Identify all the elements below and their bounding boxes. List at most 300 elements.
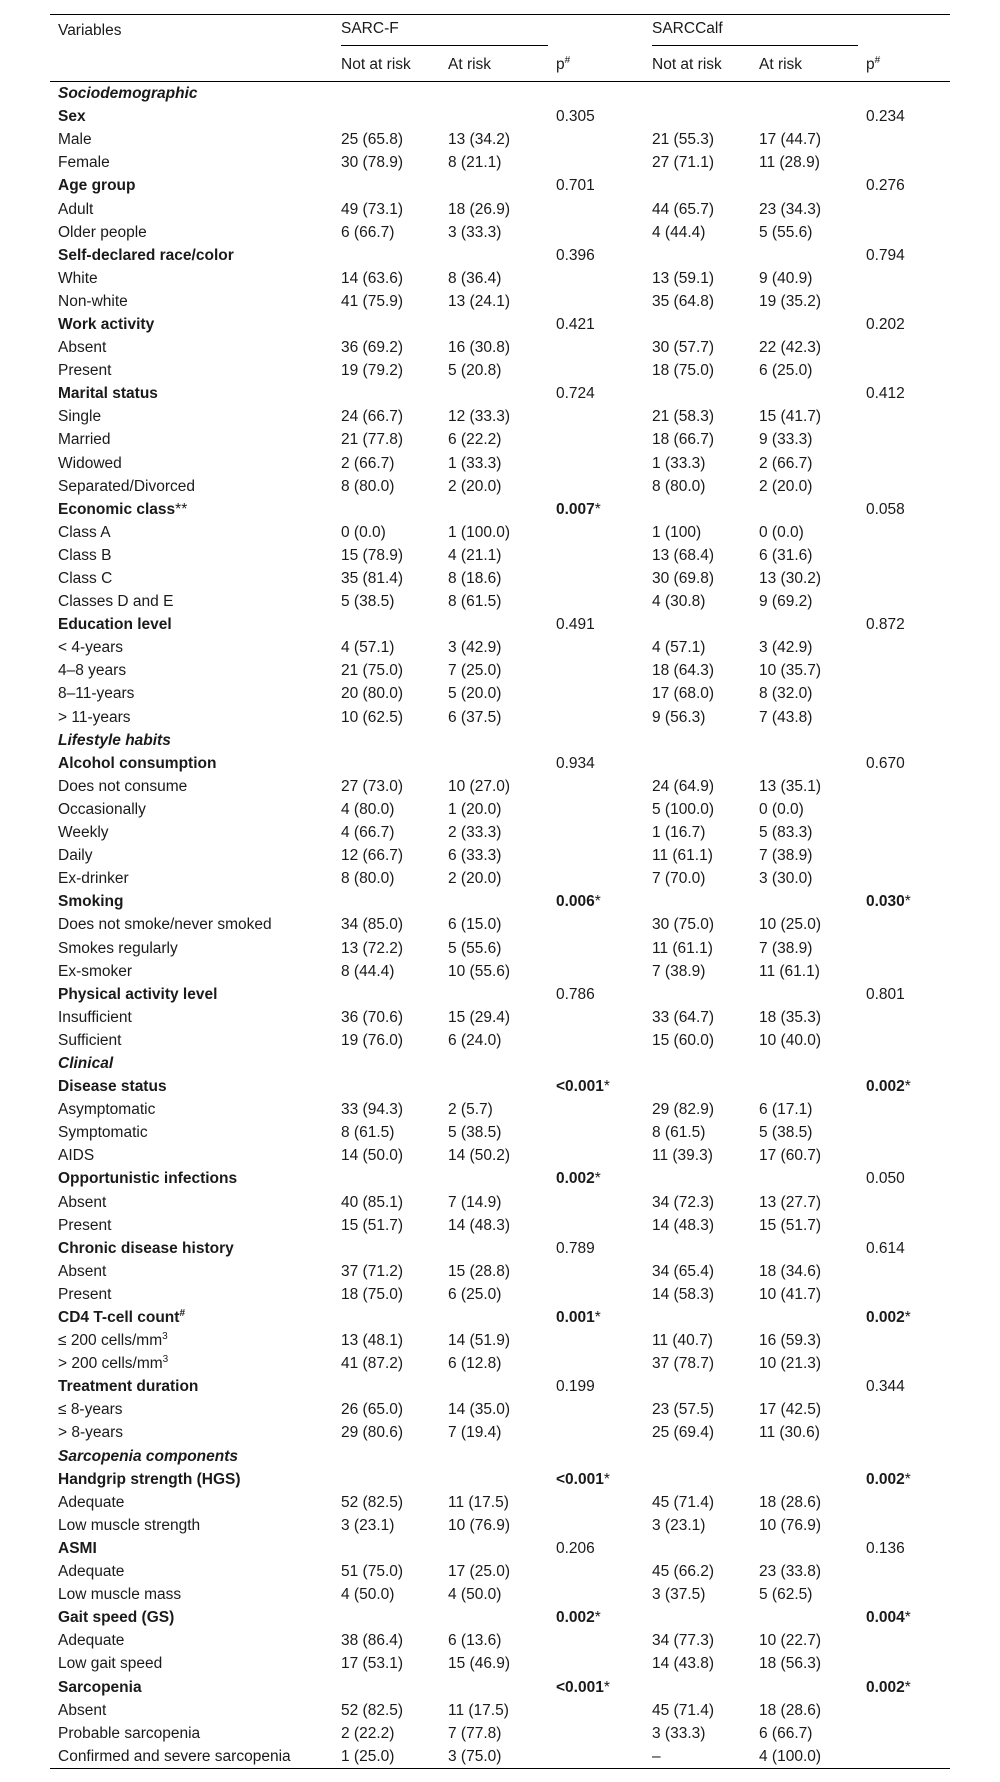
results-table-container <box>50 14 950 1769</box>
sarccalf-not-at-risk-value: 3 (33.3) <box>652 1724 706 1742</box>
empty-cell <box>751 105 858 128</box>
sarcf-at-risk-value: 8 (21.1) <box>448 154 502 172</box>
sarcf-at-risk-value: 7 (14.9) <box>448 1193 502 1211</box>
sarcf-at-risk-value: 4 (21.1) <box>448 546 502 564</box>
category-label: Older people <box>58 223 147 241</box>
sarcf-at-risk-value: 1 (20.0) <box>448 800 502 818</box>
empty-cell <box>440 1237 548 1260</box>
sarcf-p-value: 0.002* <box>556 1609 601 1627</box>
empty-cell <box>440 983 548 1006</box>
sarccalf-not-at-risk-value: 45 (71.4) <box>652 1701 715 1719</box>
empty-cell <box>858 590 950 613</box>
empty-cell <box>440 1075 548 1098</box>
empty-cell <box>333 82 440 106</box>
empty-cell <box>548 1398 644 1421</box>
sarcf-at-risk-value: 5 (20.0) <box>448 685 502 703</box>
section-header-row <box>50 1052 950 1075</box>
sarcf-at-risk-value: 16 (30.8) <box>448 339 511 357</box>
empty-cell <box>644 1468 751 1491</box>
category-label: ≤ 8-years <box>58 1401 123 1419</box>
empty-cell <box>858 521 950 544</box>
empty-cell <box>858 1514 950 1537</box>
sarccalf-not-at-risk-value: 14 (48.3) <box>652 1216 715 1234</box>
category-row <box>50 1491 950 1514</box>
sarcf-not-at-risk-value: 3 (23.1) <box>341 1516 395 1534</box>
empty-cell <box>548 544 644 567</box>
empty-cell <box>333 752 440 775</box>
empty-cell <box>858 567 950 590</box>
sarccalf-p-value: 0.002* <box>866 1470 911 1488</box>
sarcf-at-risk-value: 15 (46.9) <box>448 1655 511 1673</box>
empty-cell <box>858 359 950 382</box>
category-row <box>50 1214 950 1237</box>
sarcf-not-at-risk-value: 6 (66.7) <box>341 223 395 241</box>
sarcf-not-at-risk-value: 4 (66.7) <box>341 824 395 842</box>
empty-cell <box>858 867 950 890</box>
sarcf-not-at-risk-value: 13 (48.1) <box>341 1332 404 1350</box>
empty-cell <box>333 1052 440 1075</box>
variable-label: Age group <box>58 177 136 195</box>
sarccalf-p-value: 0.234 <box>866 108 905 126</box>
empty-cell <box>858 1652 950 1675</box>
empty-cell <box>440 82 548 106</box>
empty-cell <box>858 128 950 151</box>
sarcf-at-risk-value: 3 (42.9) <box>448 639 502 657</box>
empty-cell <box>858 267 950 290</box>
sarccalf-not-at-risk-value: 11 (39.3) <box>652 1147 713 1165</box>
empty-cell <box>440 1675 548 1698</box>
empty-cell <box>548 1283 644 1306</box>
category-label: < 4-years <box>58 639 124 657</box>
sarccalf-not-at-risk-value: 13 (59.1) <box>652 269 715 287</box>
sarcf-p-value: 0.206 <box>556 1539 595 1557</box>
variable-row <box>50 1237 950 1260</box>
sarcf-not-at-risk-value: 29 (80.6) <box>341 1424 404 1442</box>
sarccalf-p-value: 0.030* <box>866 893 911 911</box>
sarcf-at-risk-value: 7 (77.8) <box>448 1724 502 1742</box>
empty-cell <box>333 890 440 913</box>
empty-cell <box>440 313 548 336</box>
empty-cell <box>644 1675 751 1698</box>
category-row <box>50 913 950 936</box>
variable-label: Gait speed (GS) <box>58 1609 175 1627</box>
empty-cell <box>751 1606 858 1629</box>
empty-cell <box>548 1352 644 1375</box>
category-row <box>50 128 950 151</box>
category-row <box>50 659 950 682</box>
sarcf-at-risk-value: 10 (55.6) <box>448 962 511 980</box>
empty-cell <box>858 798 950 821</box>
sarccalf-at-risk-value: 9 (69.2) <box>759 593 813 611</box>
category-label: Does not consume <box>58 777 188 795</box>
sarcf-not-at-risk-value: 17 (53.1) <box>341 1655 404 1673</box>
sarccalf-at-risk-value: 17 (60.7) <box>759 1147 822 1165</box>
sarccalf-not-at-risk-value: 13 (68.4) <box>652 546 715 564</box>
empty-cell <box>644 1375 751 1398</box>
sarccalf-p-value: 0.058 <box>866 500 905 518</box>
empty-cell <box>440 382 548 405</box>
sarcf-at-risk-value: 5 (20.8) <box>448 362 502 380</box>
empty-cell <box>858 1006 950 1029</box>
sarccalf-at-risk-value: 9 (33.3) <box>759 431 813 449</box>
category-label: Widowed <box>58 454 122 472</box>
sarccalf-not-at-risk-value: 18 (64.3) <box>652 662 715 680</box>
empty-cell <box>644 1537 751 1560</box>
category-label: Single <box>58 408 102 426</box>
category-row <box>50 1699 950 1722</box>
category-label: Female <box>58 154 110 172</box>
sarcf-at-risk-value: 6 (25.0) <box>448 1285 502 1303</box>
sarccalf-p-value: 0.872 <box>866 616 905 634</box>
empty-cell <box>751 1468 858 1491</box>
category-row <box>50 1098 950 1121</box>
sarcf-not-at-risk-value: 52 (82.5) <box>341 1493 404 1511</box>
variable-label: Disease status <box>58 1078 167 1096</box>
category-row <box>50 1421 950 1444</box>
empty-cell <box>644 1167 751 1190</box>
empty-cell <box>644 105 751 128</box>
category-label: Married <box>58 431 111 449</box>
sarcf-at-risk-value: 14 (51.9) <box>448 1332 511 1350</box>
sarcf-p-value: 0.491 <box>556 616 595 634</box>
sarccalf-not-at-risk-value: 21 (58.3) <box>652 408 715 426</box>
category-row <box>50 1398 950 1421</box>
variable-row <box>50 1167 950 1190</box>
category-row <box>50 405 950 428</box>
sarcf-at-risk-value: 11 (17.5) <box>448 1493 509 1511</box>
category-label: > 8-years <box>58 1424 124 1442</box>
category-row <box>50 475 950 498</box>
empty-cell <box>548 729 644 752</box>
category-label: Low muscle mass <box>58 1586 182 1604</box>
sarcf-not-at-risk-value: 0 (0.0) <box>341 523 386 541</box>
category-label: Daily <box>58 847 93 865</box>
empty-cell <box>644 983 751 1006</box>
empty-cell <box>440 105 548 128</box>
sarcf-p-value: 0.786 <box>556 985 595 1003</box>
category-label: Symptomatic <box>58 1124 148 1142</box>
empty-cell <box>858 1699 950 1722</box>
sarccalf-at-risk-value: 3 (30.0) <box>759 870 813 888</box>
empty-cell <box>548 452 644 475</box>
sarcf-at-risk-value: 14 (35.0) <box>448 1401 511 1419</box>
empty-cell <box>858 1745 950 1769</box>
empty-cell <box>548 1514 644 1537</box>
sarcf-p-value: 0.396 <box>556 246 595 264</box>
variable-label: ASMI <box>58 1539 97 1557</box>
section-label: Clinical <box>58 1054 114 1072</box>
sarcf-at-risk-value: 13 (34.2) <box>448 131 511 149</box>
sarcf-not-at-risk-value: 25 (65.8) <box>341 131 404 149</box>
sarcf-not-at-risk-value: 36 (70.6) <box>341 1008 404 1026</box>
sarccalf-at-risk-value: 10 (25.0) <box>759 916 822 934</box>
sarcf-at-risk-value: 13 (24.1) <box>448 292 511 310</box>
variable-row <box>50 752 950 775</box>
variable-row <box>50 1537 950 1560</box>
sarcf-at-risk-value: 8 (36.4) <box>448 269 502 287</box>
sarccalf-not-at-risk-value: 27 (71.1) <box>652 154 715 172</box>
sarcf-at-risk-value: 3 (75.0) <box>440 1745 548 1769</box>
sarcf-at-risk-value: 6 (24.0) <box>448 1031 502 1049</box>
category-label: Classes D and E <box>58 593 174 611</box>
sarcf-not-at-risk-value: 4 (80.0) <box>341 800 395 818</box>
section-header-row <box>50 1445 950 1468</box>
sarccalf-at-risk-value: 2 (66.7) <box>759 454 813 472</box>
empty-cell <box>333 613 440 636</box>
sarcf-not-at-risk-value: 24 (66.7) <box>341 408 404 426</box>
category-label: Occasionally <box>58 800 146 818</box>
sarcf-p-value: 0.305 <box>556 108 595 126</box>
sarcf-not-at-risk-value: 33 (94.3) <box>341 1101 404 1119</box>
category-row <box>50 960 950 983</box>
sarccalf-not-at-risk-value: 18 (75.0) <box>652 362 715 380</box>
empty-cell <box>548 1029 644 1052</box>
category-label: AIDS <box>58 1147 95 1165</box>
header-sarcf-not-at-risk: Not at risk <box>333 48 440 82</box>
sarcf-p-value: 0.199 <box>556 1378 595 1396</box>
empty-cell <box>751 1445 858 1468</box>
category-label: Class C <box>58 570 113 588</box>
sarccalf-at-risk-value: 10 (76.9) <box>759 1516 822 1534</box>
empty-cell <box>548 1745 644 1769</box>
empty-cell <box>644 1052 751 1075</box>
empty-cell <box>644 1075 751 1098</box>
sarcf-not-at-risk-value: 5 (38.5) <box>341 593 395 611</box>
sarccalf-at-risk-value: 23 (34.3) <box>759 200 822 218</box>
empty-cell <box>751 174 858 197</box>
section-label: Lifestyle habits <box>58 731 171 749</box>
sarcf-at-risk-value: 11 (17.5) <box>448 1701 509 1719</box>
sarccalf-at-risk-value: 5 (55.6) <box>759 223 813 241</box>
sarccalf-p-value: 0.050 <box>866 1170 905 1188</box>
empty-cell <box>858 544 950 567</box>
sarccalf-not-at-risk-value: 14 (58.3) <box>652 1285 715 1303</box>
sarcf-at-risk-value: 7 (25.0) <box>448 662 502 680</box>
sarccalf-p-value: 0.794 <box>866 246 905 264</box>
category-row <box>50 1329 950 1352</box>
sarcf-at-risk-value: 8 (18.6) <box>448 570 502 588</box>
sarccalf-not-at-risk-value: 9 (56.3) <box>652 708 706 726</box>
sarcf-not-at-risk-value: 12 (66.7) <box>341 847 404 865</box>
sarcf-at-risk-value: 14 (50.2) <box>448 1147 511 1165</box>
empty-cell <box>858 475 950 498</box>
sarccalf-at-risk-value: 10 (35.7) <box>759 662 822 680</box>
empty-cell <box>644 1606 751 1629</box>
category-row <box>50 428 950 451</box>
category-label: Present <box>58 362 112 380</box>
sarcf-at-risk-value: 8 (61.5) <box>448 593 502 611</box>
sarccalf-at-risk-value: 11 (61.1) <box>759 962 820 980</box>
empty-cell <box>751 729 858 752</box>
sarccalf-p-value: 0.344 <box>866 1378 905 1396</box>
sarccalf-at-risk-value: 0 (0.0) <box>759 523 804 541</box>
sarcf-p-value: 0.701 <box>556 177 595 195</box>
empty-cell <box>440 1306 548 1329</box>
sarcf-at-risk-value: 6 (37.5) <box>448 708 502 726</box>
empty-cell <box>644 752 751 775</box>
sarccalf-at-risk-value: 11 (30.6) <box>759 1424 820 1442</box>
sarcf-not-at-risk-value: 19 (76.0) <box>341 1031 404 1049</box>
empty-cell <box>548 128 644 151</box>
sarccalf-not-at-risk-value: 15 (60.0) <box>652 1031 715 1049</box>
variable-label: Work activity <box>58 315 155 333</box>
sarccalf-at-risk-value: 17 (42.5) <box>759 1401 822 1419</box>
empty-cell <box>858 151 950 174</box>
sarcf-not-at-risk-value: 41 (75.9) <box>341 292 404 310</box>
category-row <box>50 682 950 705</box>
sarccalf-not-at-risk-value: 45 (71.4) <box>652 1493 715 1511</box>
sarcf-not-at-risk-value: 13 (72.2) <box>341 939 404 957</box>
empty-cell <box>333 313 440 336</box>
sarccalf-at-risk-value: 2 (20.0) <box>759 477 813 495</box>
empty-cell <box>333 1537 440 1560</box>
empty-cell <box>333 244 440 267</box>
variable-label: Sarcopenia <box>58 1678 142 1696</box>
sarccalf-at-risk-value: 6 (25.0) <box>759 362 813 380</box>
sarcf-not-at-risk-value: 52 (82.5) <box>341 1701 404 1719</box>
empty-cell <box>548 475 644 498</box>
variable-row <box>50 382 950 405</box>
sarcf-at-risk-value: 3 (33.3) <box>448 223 502 241</box>
empty-cell <box>548 336 644 359</box>
empty-cell <box>548 82 644 106</box>
category-row <box>50 1283 950 1306</box>
sarccalf-p-value: 0.136 <box>866 1539 905 1557</box>
empty-cell <box>751 890 858 913</box>
empty-cell <box>440 1537 548 1560</box>
sarccalf-at-risk-value: 18 (35.3) <box>759 1008 822 1026</box>
header-sarccalf-at-risk: At risk <box>751 48 858 82</box>
category-label: White <box>58 269 98 287</box>
sarccalf-not-at-risk-value: 34 (65.4) <box>652 1262 715 1280</box>
empty-cell <box>548 359 644 382</box>
sarcf-not-at-risk-value: 8 (61.5) <box>341 1124 395 1142</box>
sarccalf-not-at-risk-value: 4 (57.1) <box>652 639 706 657</box>
empty-cell <box>858 428 950 451</box>
empty-cell <box>333 1075 440 1098</box>
category-label: Insufficient <box>58 1008 132 1026</box>
empty-cell <box>548 844 644 867</box>
sarccalf-at-risk-value: 6 (17.1) <box>759 1101 813 1119</box>
empty-cell <box>751 983 858 1006</box>
empty-cell <box>858 775 950 798</box>
category-row <box>50 521 950 544</box>
empty-cell <box>751 613 858 636</box>
category-row <box>50 1652 950 1675</box>
empty-cell <box>858 936 950 959</box>
header-sarcf-label: SARC-F <box>341 15 548 46</box>
variable-label: Marital status <box>58 385 158 403</box>
empty-cell <box>548 706 644 729</box>
sarccalf-not-at-risk-value: 33 (64.7) <box>652 1008 715 1026</box>
sarccalf-at-risk-value: 10 (22.7) <box>759 1632 822 1650</box>
empty-cell <box>858 1583 950 1606</box>
empty-cell <box>548 1144 644 1167</box>
variable-row <box>50 313 950 336</box>
empty-cell <box>858 1029 950 1052</box>
empty-cell <box>858 1098 950 1121</box>
empty-cell <box>644 382 751 405</box>
sarccalf-not-at-risk-value: 34 (77.3) <box>652 1632 715 1650</box>
empty-cell <box>858 913 950 936</box>
empty-cell <box>858 636 950 659</box>
empty-cell <box>548 821 644 844</box>
empty-cell <box>548 151 644 174</box>
sarccalf-not-at-risk-value: 30 (69.8) <box>652 570 715 588</box>
sarccalf-at-risk-value: 9 (40.9) <box>759 269 813 287</box>
sarcf-at-risk-value: 10 (76.9) <box>448 1516 511 1534</box>
empty-cell <box>548 636 644 659</box>
sarcf-at-risk-value: 5 (38.5) <box>448 1124 502 1142</box>
sarccalf-at-risk-value: 18 (28.6) <box>759 1701 822 1719</box>
sarcf-at-risk-value: 7 (19.4) <box>448 1424 502 1442</box>
sarccalf-not-at-risk-value: 37 (78.7) <box>652 1355 715 1373</box>
empty-cell <box>858 452 950 475</box>
empty-cell <box>548 267 644 290</box>
empty-cell <box>440 1445 548 1468</box>
empty-cell <box>858 1398 950 1421</box>
sarccalf-not-at-risk-value: 4 (30.8) <box>652 593 706 611</box>
sarccalf-not-at-risk-value: 11 (61.1) <box>652 847 713 865</box>
sarccalf-at-risk-value: 13 (35.1) <box>759 777 822 795</box>
variable-row <box>50 174 950 197</box>
category-row <box>50 359 950 382</box>
category-label: Present <box>58 1216 112 1234</box>
category-label: Adequate <box>58 1563 125 1581</box>
category-row <box>50 1260 950 1283</box>
empty-cell <box>644 1237 751 1260</box>
category-label: 4–8 years <box>58 662 127 680</box>
variable-label: Economic class** <box>58 500 188 518</box>
category-row <box>50 798 950 821</box>
empty-cell <box>548 1560 644 1583</box>
sarcf-not-at-risk-value: 41 (87.2) <box>341 1355 404 1373</box>
sarcf-not-at-risk-value: 51 (75.0) <box>341 1563 404 1581</box>
variable-row <box>50 1375 950 1398</box>
sarccalf-not-at-risk-value: 5 (100.0) <box>652 800 715 818</box>
empty-cell <box>333 1445 440 1468</box>
empty-cell <box>333 382 440 405</box>
variable-label: Handgrip strength (HGS) <box>58 1470 241 1488</box>
category-label: Non-white <box>58 292 128 310</box>
sarccalf-not-at-risk-value: 23 (57.5) <box>652 1401 715 1419</box>
empty-cell <box>858 290 950 313</box>
empty-cell <box>440 174 548 197</box>
sarccalf-at-risk-value: 7 (38.9) <box>759 939 813 957</box>
empty-cell <box>548 798 644 821</box>
sarcf-p-value: 0.789 <box>556 1239 595 1257</box>
empty-cell <box>548 405 644 428</box>
sarcf-not-at-risk-value: 35 (81.4) <box>341 570 404 588</box>
sarccalf-at-risk-value: 5 (38.5) <box>759 1124 813 1142</box>
empty-cell <box>440 1468 548 1491</box>
category-label: Absent <box>58 339 107 357</box>
empty-cell <box>440 1375 548 1398</box>
empty-cell <box>548 428 644 451</box>
empty-cell <box>751 1537 858 1560</box>
sarccalf-at-risk-value: 15 (41.7) <box>759 408 822 426</box>
sarcf-not-at-risk-value: 1 (25.0) <box>333 1745 440 1769</box>
sarcf-not-at-risk-value: 26 (65.0) <box>341 1401 404 1419</box>
variable-label: Sex <box>58 108 86 126</box>
sarccalf-at-risk-value: 18 (34.6) <box>759 1262 822 1280</box>
sarcf-at-risk-value: 4 (50.0) <box>448 1586 502 1604</box>
sarccalf-not-at-risk-value: 24 (64.9) <box>652 777 715 795</box>
variable-label: Smoking <box>58 893 124 911</box>
category-label: Smokes regularly <box>58 939 178 957</box>
header-variables: Variables <box>50 15 333 49</box>
empty-cell <box>751 1167 858 1190</box>
